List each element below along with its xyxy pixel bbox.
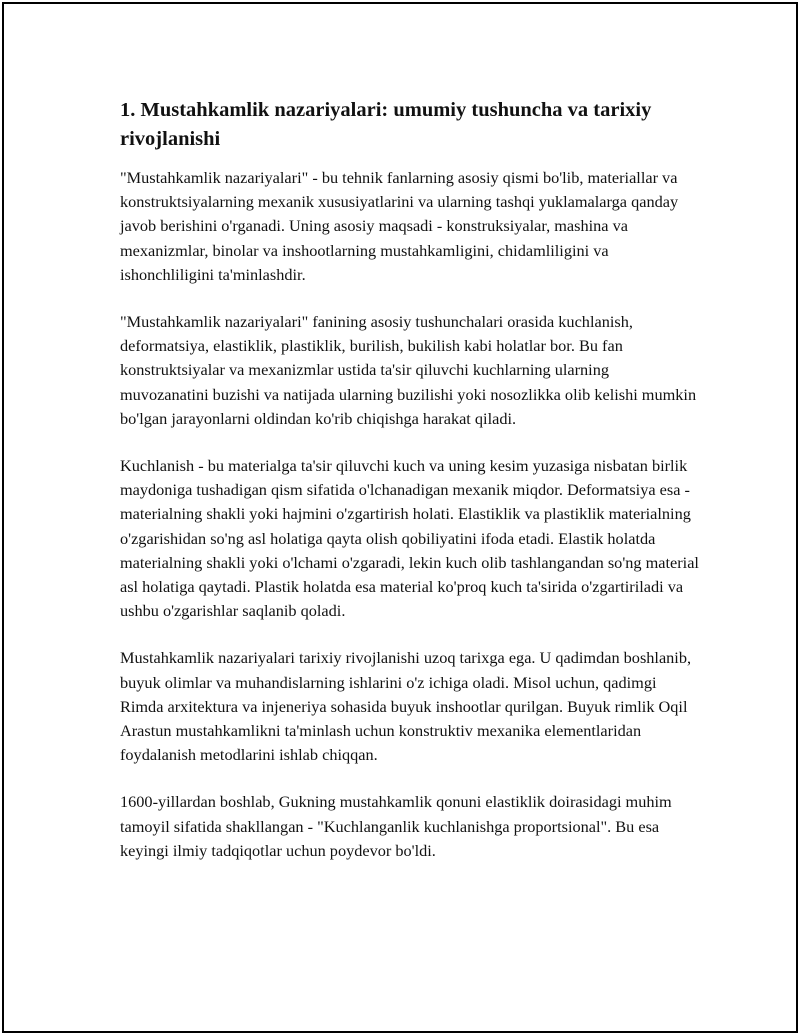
document-content bbox=[120, 96, 700, 886]
page-frame bbox=[2, 2, 798, 1033]
section-heading: 1. Mustahkamlik nazariyalari: umumiy tushuncha va tarixiy rivojlanishi bbox=[120, 99, 652, 150]
paragraph-4: Mustahkamlik nazariyalari tarixiy rivojlanishi uzoq tarixga ega. U qadimdan boshlanib, buyuk olimlar va muhandislarning ishlarini o'z ichiga oladi. Misol uchun, qadimgi Rimda arxitektura va injeneriya sohasida buyuk inshootlar qurilgan. Buyuk rimlik Oqil Arastun mustahkamlikni ta'minlash uchun konstruktiv mexanika elementlaridan foydalanish metodlarini ishlab chiqqan. bbox=[120, 648, 692, 765]
paragraph-2: "Mustahkamlik nazariyalari" fanining asosiy tushunchalari orasida kuchlanish, deformatsiya, elastiklik, plastiklik, burilish, bukilish kabi holatlar bor. Bu fan konstruktsiyalar va mexanizmlar ustida ta'sir qiluvchi kuchlarning ularning muvozanatini buzishi va natijada ularning buzilishi yoki nosozlikka olib kelishi mumkin bo'lgan jarayonlarni oldindan ko'rib chiqishga harakat qiladi. bbox=[120, 312, 697, 428]
paragraph-5: 1600-yillardan boshlab, Gukning mustahkamlik qonuni elastiklik doirasidagi muhim tamoyil sifatida shakllangan - "Kuchlanganlik kuchlanishga proportsional". Bu esa keyingi ilmiy tadqiqotlar uchun poydevor bo'ldi. bbox=[120, 792, 672, 860]
paragraph-3: Kuchlanish - bu materialga ta'sir qiluvchi kuch va uning kesim yuzasiga nisbatan birlik maydoniga tushadigan qism sifatida o'lchanadigan mexanik miqdor. Deformatsiya esa - materialning shakli yoki hajmini o'zgartirish holati. Elastiklik va plastiklik materialning o'zgarishidan so'ng asl holatiga qayta olish qobiliyatini ifoda etadi. Elastik holatda materialning shakli yoki o'lchami o'zgaradi, lekin kuch olib tashlangandan so'ng material asl holatiga qaytadi. Plastik holatda esa material ko'proq kuch ta'sirida o'zgartiriladi va ushbu o'zgarishlar saqlanib qoladi. bbox=[120, 456, 699, 621]
paragraph-1: "Mustahkamlik nazariyalari" - bu tehnik fanlarning asosiy qismi bo'lib, materiallar va konstruktsiyalarning mexanik xususiyatlarini va ularning tashqi yuklamalarga qanday javob berishini o'rganadi. Uning asosiy maqsadi - konstruksiyalar, mashina va mexanizmlar, binolar va inshootlarning mustahkamligini, chidamliligini va ishonchliligini ta'minlashdir. bbox=[120, 168, 679, 284]
